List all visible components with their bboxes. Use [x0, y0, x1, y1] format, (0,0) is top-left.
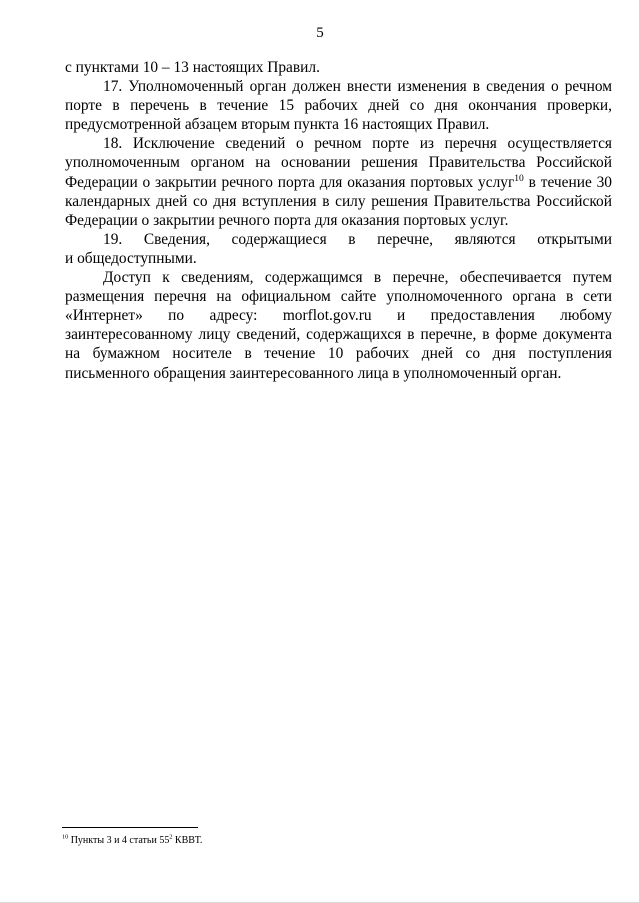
- footnote-reference: 10: [514, 172, 524, 184]
- paragraph-18-text-end: в течение 30 календарных дней со дня вступления в силу решения Правительства Российской Федерации о закрытии речного порта для оказания портовых услуг.: [65, 173, 613, 229]
- footnote-text-superscript: 2: [169, 833, 173, 841]
- paragraph-19-continuation: и общедоступными.: [65, 249, 197, 267]
- footnote-separator: [62, 827, 198, 828]
- footnote-text: Пункты 3 и 4 статьи 55: [68, 835, 170, 846]
- page-number: 5: [316, 25, 324, 41]
- paragraph-19-line-1: 19. Сведения, содержащиеся в перечне, являются открытыми: [103, 230, 612, 248]
- footnote: [62, 834, 582, 847]
- paragraph-19: [65, 230, 612, 249]
- paragraph-18-text-start: 18. Исключение сведений о речном порте из перечня осуществляется уполномоченным органом на основании решения Правительства Российской Федерации о закрытии речного порта для оказания портовых услуг: [65, 135, 612, 191]
- footnote-mark: 10: [62, 833, 69, 841]
- paragraph-access: Доступ к сведениям, содержащимся в перечне, обеспечивается путем размещения перечня на официальном сайте уполномоченного органа в сети «Интернет» по адресу: morflot.gov.ru и предоставления любому заинтересованному лицу сведений, содержащихся в перечне, в форме документа на бумажном носителе в течение 10 рабочих дней со дня поступления письменного обращения заинтересованного лица в уполномоченный орган.: [65, 269, 612, 382]
- paragraph-17: 17. Уполномоченный орган должен внести изменения в сведения о речном порте в перечень в течение 15 рабочих дней со дня окончания проверки, предусмотренной абзацем вторым пункта 16 настоящих Правил.: [65, 78, 612, 134]
- footnote-text-end: КВВТ.: [172, 835, 203, 846]
- paragraph-continuation: с пунктами 10 – 13 настоящих Правил.: [65, 59, 320, 76]
- document-body: [65, 58, 612, 383]
- paragraph-18: [65, 134, 612, 229]
